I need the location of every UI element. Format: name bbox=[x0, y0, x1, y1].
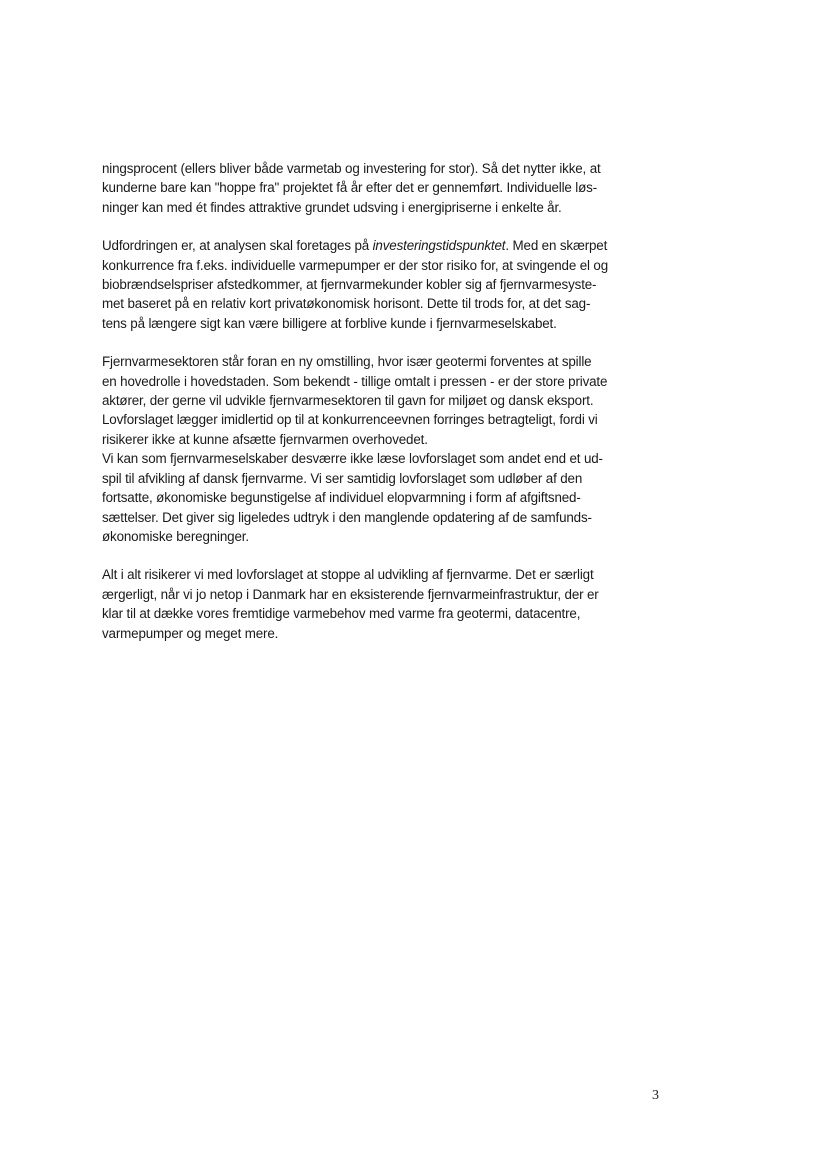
text-line: en hovedrolle i hovedstaden. Som bekendt - tillige omtalt i pressen - er der store private bbox=[102, 373, 608, 389]
page-body bbox=[102, 159, 682, 643]
text-line: risikerer ikke at kunne afsætte fjernvarmen overhovedet. bbox=[102, 431, 428, 447]
text-line: Lovforslaget lægger imidlertid op til at konkurrenceevnen forringes betragteligt, fordi vi bbox=[102, 412, 598, 428]
paragraph-1 bbox=[102, 159, 682, 217]
text-line: kunderne bare kan "hoppe fra" projektet få år efter det er gennemført. Individuelle løs- bbox=[102, 180, 598, 196]
paragraph-spacer bbox=[102, 546, 682, 565]
text-line: sættelser. Det giver sig ligeledes udtryk i den manglende opdatering af de samfunds- bbox=[102, 509, 592, 525]
text-line: Vi kan som fjernvarmeselskaber desværre ikke læse lovforslaget som andet end et ud- bbox=[102, 451, 603, 467]
paragraph-spacer bbox=[102, 333, 682, 352]
text-line: ningsprocent (ellers bliver både varmetab og investering for stor). Så det nytter ikke, at bbox=[102, 161, 601, 176]
text-line: varmepumper og meget mere. bbox=[102, 625, 279, 641]
paragraph-4 bbox=[102, 565, 682, 643]
paragraph-spacer bbox=[102, 217, 682, 236]
text-line: biobrændselspriser afstedkommer, at fjernvarmekunder kobler sig af fjernvarmesyste- bbox=[102, 277, 597, 293]
text-run: Udfordringen er, at analysen skal foretages på bbox=[102, 238, 373, 254]
text-run: . Med en skærpet bbox=[505, 238, 608, 254]
text-line: ninger kan med ét findes attraktive grundet udsving i energipriserne i enkelte år. bbox=[102, 199, 562, 215]
text-line: ærgerligt, når vi jo netop i Danmark har en eksisterende fjernvarmeinfrastruktur, der er bbox=[102, 586, 599, 602]
text-line: konkurrence fra f.eks. individuelle varmepumper er der stor risiko for, at svingende el og bbox=[102, 257, 609, 273]
text-line: fortsatte, økonomiske begunstigelse af individuel elopvarmning i form af afgiftsned- bbox=[102, 490, 581, 506]
emphasized-term: investeringstidspunktet bbox=[372, 238, 506, 254]
paragraph-3 bbox=[102, 352, 682, 546]
text-line bbox=[102, 236, 682, 255]
text-line: spil til afvikling af dansk fjernvarme. Vi ser samtidig lovforslaget som udløber af den bbox=[102, 470, 583, 486]
text-line: met baseret på en relativ kort privatøkonomisk horisont. Dette til trods for, at det sag- bbox=[102, 296, 591, 312]
text-line: tens på længere sigt kan være billigere at forblive kunde i fjernvarmeselskabet. bbox=[102, 315, 557, 331]
text-line: Alt i alt risikerer vi med lovforslaget at stoppe al udvikling af fjernvarme. Det er særligt bbox=[102, 567, 594, 583]
page-number: 3 bbox=[652, 1088, 659, 1103]
paragraph-2 bbox=[102, 236, 682, 333]
text-line: økonomiske beregninger. bbox=[102, 528, 249, 544]
text-line: Fjernvarmesektoren står foran en ny omstilling, hvor især geotermi forventes at spille bbox=[102, 354, 592, 370]
text-line: aktører, der gerne vil udvikle fjernvarmesektoren til gavn for miljøet og dansk eksport. bbox=[102, 393, 594, 409]
text-line: klar til at dække vores fremtidige varmebehov med varme fra geotermi, datacentre, bbox=[102, 606, 581, 622]
